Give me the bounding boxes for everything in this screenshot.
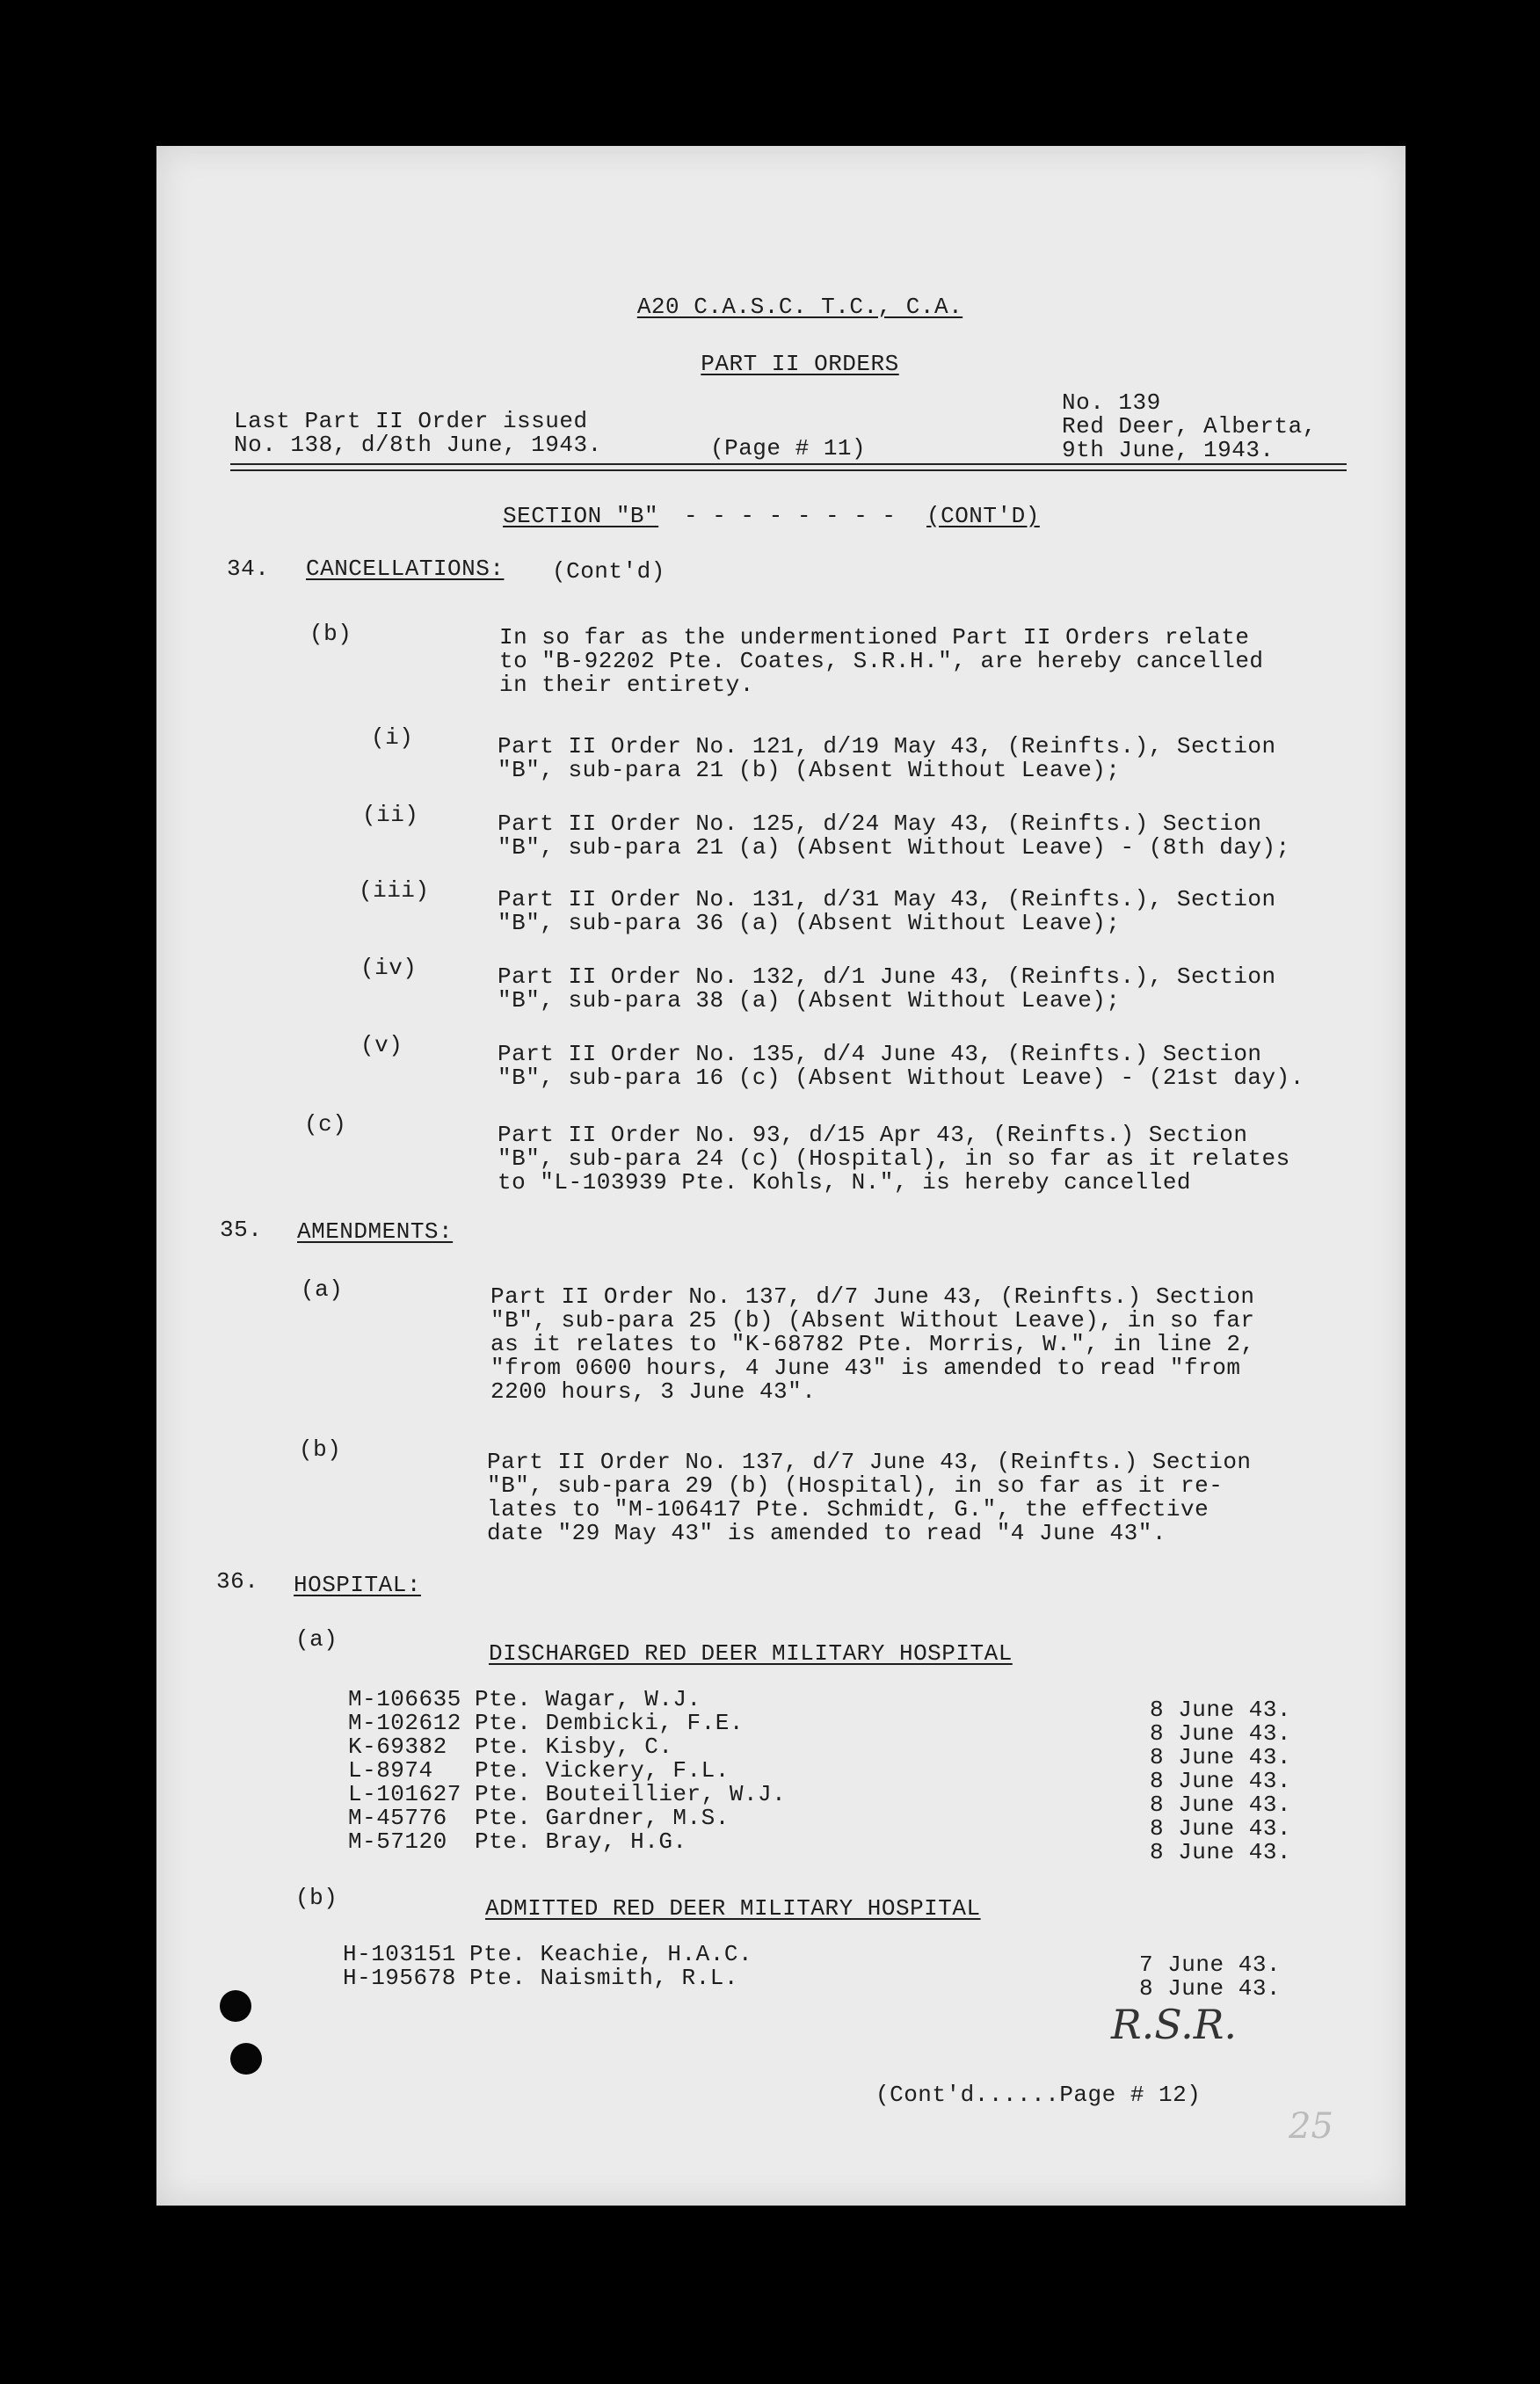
order-location: Red Deer, Alberta, [1062,413,1317,440]
para-34c-line: Part II Order No. 93, d/15 Apr 43, (Reinfts.) Section [498,1122,1248,1148]
para-34-number: 34. [227,556,270,582]
para-34-heading: CANCELLATIONS: [306,556,505,582]
para-36-number: 36. [216,1568,259,1595]
discharged-title: DISCHARGED RED DEER MILITARY HOSPITAL [489,1640,1013,1667]
service-number: M-102612 [348,1710,461,1736]
para-35b-label: (b) [299,1436,342,1463]
para-35a-line: 2200 hours, 3 June 43". [490,1378,817,1405]
order-date: 9th June, 1943. [1062,437,1275,463]
para-35-number: 35. [220,1217,263,1243]
para-36b-label: (b) [295,1885,338,1911]
para-35a-line: as it relates to "K-68782 Pte. Morris, W.", in line 2, [490,1331,1255,1357]
soldier-name: Pte. Bray, H.G. [475,1828,687,1855]
item-line: "B", sub-para 21 (a) (Absent Without Leave) - (8th day); [498,834,1290,861]
para-34c-line: "B", sub-para 24 (c) (Hospital), in so far as it relates [498,1145,1290,1172]
para-34-heading-suffix: (Cont'd) [552,558,665,585]
item-label: (i) [371,724,414,751]
admission-date: 8 June 43. [1139,1975,1282,2002]
soldier-name: Pte. Wagar, W.J. [475,1686,701,1712]
section-dashes: - - - - - - - - [684,503,897,529]
header-rule-top [230,463,1347,465]
service-number: M-57120 [348,1828,447,1855]
para-34b-line: to "B-92202 Pte. Coates, S.R.H.", are hereby cancelled [499,648,1264,674]
item-line: Part II Order No. 125, d/24 May 43, (Reinfts.) Section [498,810,1262,837]
admitted-title: ADMITTED RED DEER MILITARY HOSPITAL [485,1895,981,1922]
item-label: (iv) [360,955,418,981]
continuation-note: (Cont'd......Page # 12) [875,2082,1202,2108]
item-line: Part II Order No. 132, d/1 June 43, (Reinfts.), Section [498,963,1276,990]
service-number: M-45776 [348,1805,447,1831]
item-label: (iii) [359,877,430,904]
item-line: Part II Order No. 121, d/19 May 43, (Reinfts.), Section [498,733,1276,760]
soldier-name: Pte. Kisby, C. [475,1733,673,1760]
item-line: Part II Order No. 135, d/4 June 43, (Reinfts.) Section [498,1041,1262,1067]
para-35a-line: "from 0600 hours, 4 June 43" is amended to read "from [490,1355,1241,1381]
soldier-name: Pte. Dembicki, F.E. [475,1710,744,1736]
item-line: "B", sub-para 16 (c) (Absent Without Leave) - (21st day). [498,1065,1304,1091]
section-contd: (CONT'D) [926,503,1040,529]
para-34b-label: (b) [309,621,352,647]
para-36a-label: (a) [295,1626,338,1653]
item-line: "B", sub-para 36 (a) (Absent Without Leave); [498,910,1121,936]
service-number: H-103151 [343,1941,456,1967]
punch-hole [230,2043,262,2075]
admission-date: 7 June 43. [1139,1952,1282,1978]
section-label: SECTION "B" [503,503,659,529]
para-34c-line: to "L-103939 Pte. Kohls, N.", is hereby cancelled [498,1169,1192,1196]
para-34b-line: In so far as the undermentioned Part II Orders relate [499,624,1250,651]
item-line: "B", sub-para 38 (a) (Absent Without Leave); [498,987,1121,1014]
page-number: (Page # 11) [710,435,867,462]
unit-title: A20 C.A.S.C. T.C., C.A. [636,294,963,320]
last-order-line2: No. 138, d/8th June, 1943. [234,432,602,458]
para-35b-line: lates to "M-106417 Pte. Schmidt, G.", the effective [487,1496,1209,1523]
para-35a-label: (a) [301,1276,344,1303]
last-order-line1: Last Part II Order issued [234,408,588,434]
para-35a-line: Part II Order No. 137, d/7 June 43, (Reinfts.) Section [490,1283,1255,1310]
service-number: M-106635 [348,1686,461,1712]
para-35-heading: AMENDMENTS: [297,1218,454,1245]
para-36-heading: HOSPITAL: [294,1572,421,1598]
discharge-date: 8 June 43. [1150,1792,1292,1818]
order-number: No. 139 [1062,389,1161,416]
soldier-name: Pte. Keachie, H.A.C. [469,1941,753,1967]
para-35b-line: date "29 May 43" is amended to read "4 June 43". [487,1520,1166,1546]
header-rule-bottom [230,469,1347,471]
discharge-date: 8 June 43. [1150,1839,1292,1865]
item-label: (ii) [362,802,419,828]
orders-title: PART II ORDERS [701,351,899,377]
para-34b-line: in their entirety. [499,672,754,698]
corner-pencil-mark: 25 [1289,2106,1333,2147]
discharge-date: 8 June 43. [1150,1815,1292,1842]
item-line: Part II Order No. 131, d/31 May 43, (Reinfts.), Section [498,886,1276,912]
para-35b-line: "B", sub-para 29 (b) (Hospital), in so far as it re- [487,1472,1224,1499]
punch-hole [220,1990,251,2022]
soldier-name: Pte. Gardner, M.S. [475,1805,730,1831]
discharge-date: 8 June 43. [1150,1720,1292,1747]
item-label: (v) [360,1032,403,1058]
service-number: L-101627 [348,1781,461,1807]
handwritten-initials: R.S.R. [1111,2001,1238,2048]
service-number: L-8974 [348,1757,433,1784]
soldier-name: Pte. Vickery, F.L. [475,1757,730,1784]
discharge-date: 8 June 43. [1150,1744,1292,1770]
service-number: H-195678 [343,1965,456,1991]
item-line: "B", sub-para 21 (b) (Absent Without Leave); [498,757,1121,783]
para-35b-line: Part II Order No. 137, d/7 June 43, (Reinfts.) Section [487,1449,1252,1475]
para-35a-line: "B", sub-para 25 (b) (Absent Without Leave), in so far [490,1307,1255,1334]
discharge-date: 8 June 43. [1150,1697,1292,1723]
para-34c-label: (c) [304,1111,347,1137]
service-number: K-69382 [348,1733,447,1760]
discharge-date: 8 June 43. [1150,1768,1292,1794]
soldier-name: Pte. Bouteillier, W.J. [475,1781,787,1807]
soldier-name: Pte. Naismith, R.L. [469,1965,738,1991]
